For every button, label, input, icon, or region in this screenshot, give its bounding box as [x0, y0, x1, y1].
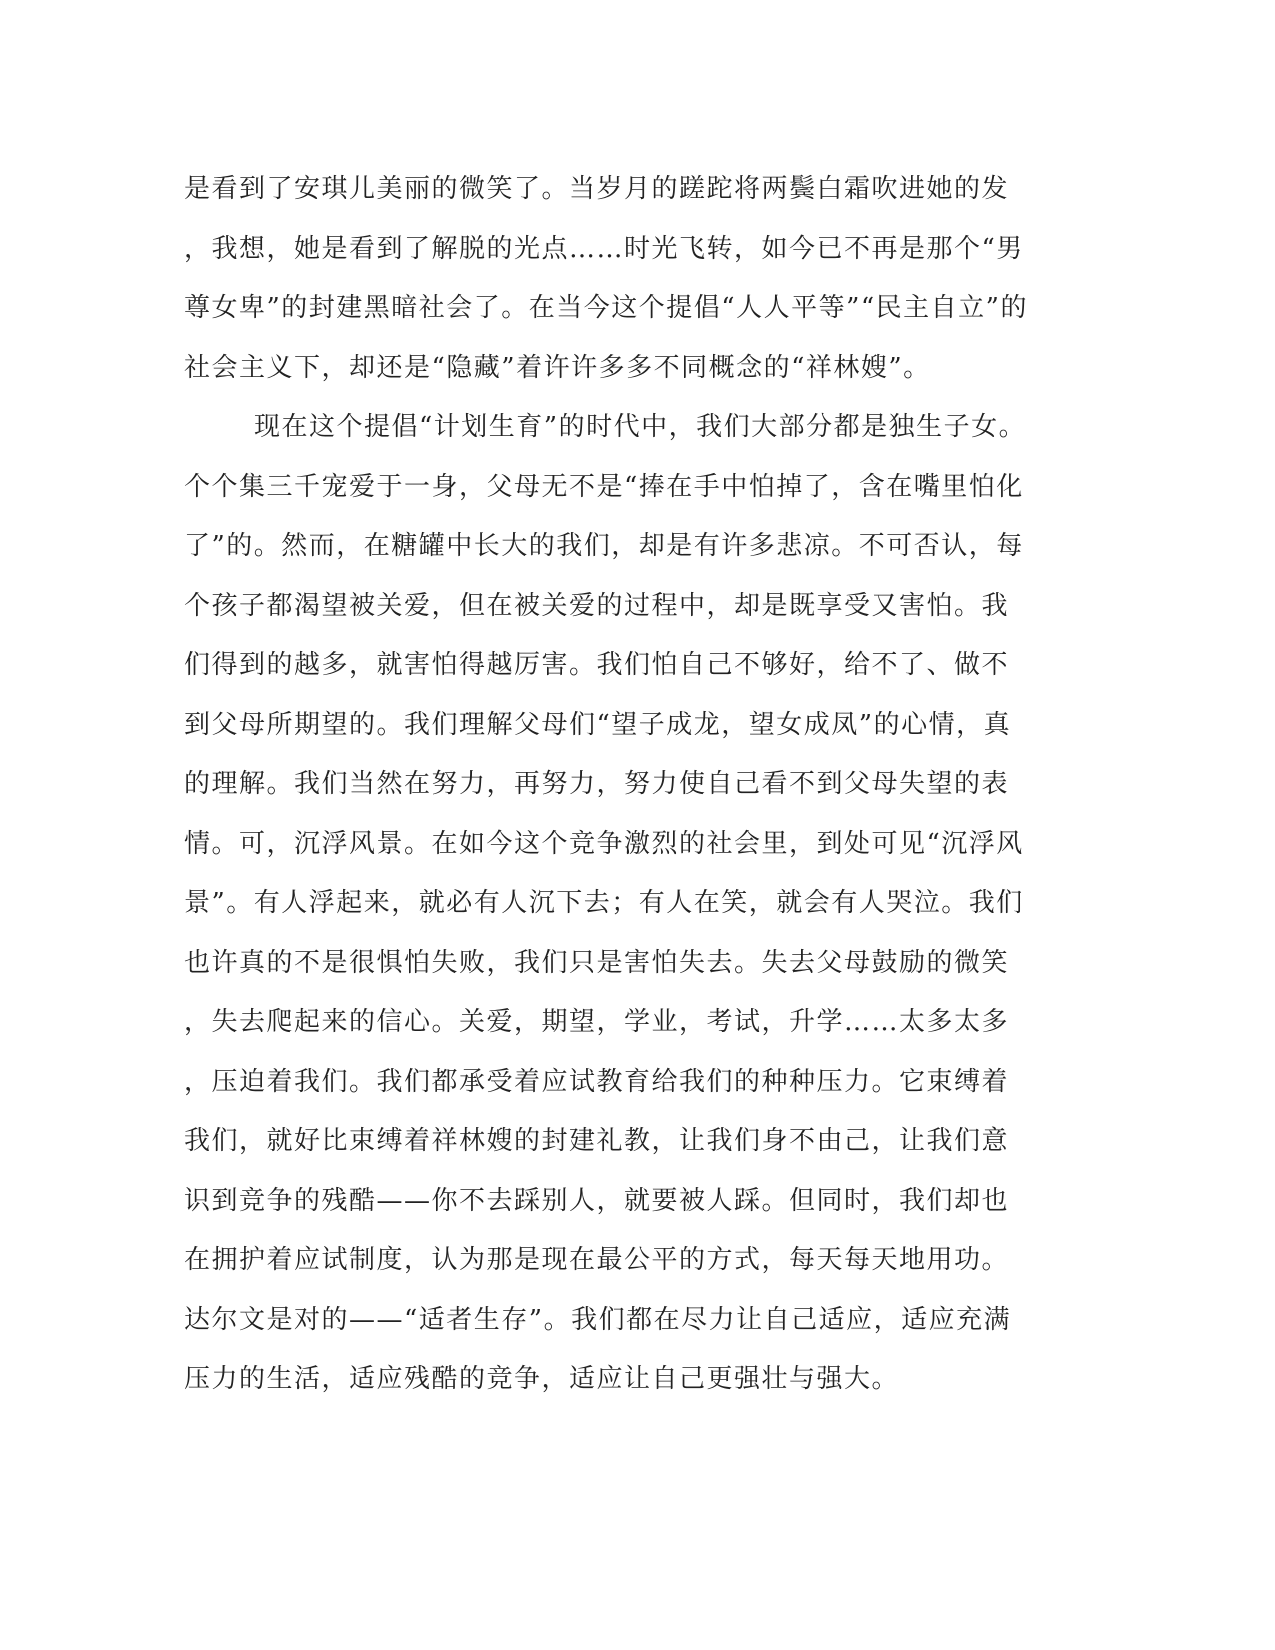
text-line: 到父母所期望的。我们理解父母们“望子成龙，望女成凤”的心情，真: [184, 709, 1012, 740]
text-line: 尊女卑”的封建黑暗社会了。在当今这个提倡“人人平等”“民主自立”的: [184, 293, 1028, 323]
text-line: 社会主义下，却还是“隐藏”着许许多多不同概念的“祥林嫂”。: [184, 352, 931, 383]
body-text: [184, 160, 1064, 1410]
text-line: 我们，就好比束缚着祥林嫂的封建礼教，让我们身不由己，让我们意: [184, 1126, 1010, 1156]
text-line: ，压迫着我们。我们都承受着应试教育给我们的种种压力。它束缚着: [184, 1066, 1010, 1097]
text-line: ，失去爬起来的信心。关爱，期望，学业，考试，升学……太多太多: [184, 1007, 1010, 1037]
text-line: 景”。有人浮起来，就必有人沉下去；有人在笑，就会有人哭泣。我们: [184, 888, 1024, 918]
text-line: 识到竞争的残酷——你不去踩别人，就要被人踩。但同时，我们却也: [184, 1185, 1010, 1216]
text-line: 达尔文是对的——“适者生存”。我们都在尽力让自己适应，适应充满: [184, 1304, 1012, 1335]
text-line: 了”的。然而，在糖罐中长大的我们，却是有许多悲凉。不可否认，每: [184, 531, 1024, 561]
text-line: 个孩子都渴望被关爱，但在被关爱的过程中，却是既享受又害怕。我: [184, 590, 1010, 621]
paragraph-start-line: 现在这个提倡“计划生育”的时代中，我们大部分都是独生子女。: [254, 412, 1027, 442]
text-line: ，我想，她是看到了解脱的光点……时光飞转，如今已不再是那个“男: [184, 233, 1024, 264]
text-line: 的理解。我们当然在努力，再努力，努力使自己看不到父母失望的表: [184, 769, 1010, 799]
text-line: 也许真的不是很惧怕失败，我们只是害怕失去。失去父母鼓励的微笑: [184, 947, 1010, 978]
text-line: 情。可，沉浮风景。在如今这个竞争激烈的社会里，到处可见“沉浮风: [184, 828, 1024, 859]
text-line: 在拥护着应试制度，认为那是现在最公平的方式，每天每天地用功。: [184, 1245, 1010, 1275]
text-line: 们得到的越多，就害怕得越厉害。我们怕自己不够好，给不了、做不: [184, 650, 1010, 680]
text-line: 压力的生活，适应残酷的竞争，适应让自己更强壮与强大。: [184, 1364, 900, 1394]
text-line: 个个集三千宠爱于一身，父母无不是“捧在手中怕掉了，含在嘴里怕化: [184, 471, 1024, 502]
text-line: 是看到了安琪儿美丽的微笑了。当岁月的蹉跎将两鬓白霜吹进她的发: [184, 174, 1010, 204]
